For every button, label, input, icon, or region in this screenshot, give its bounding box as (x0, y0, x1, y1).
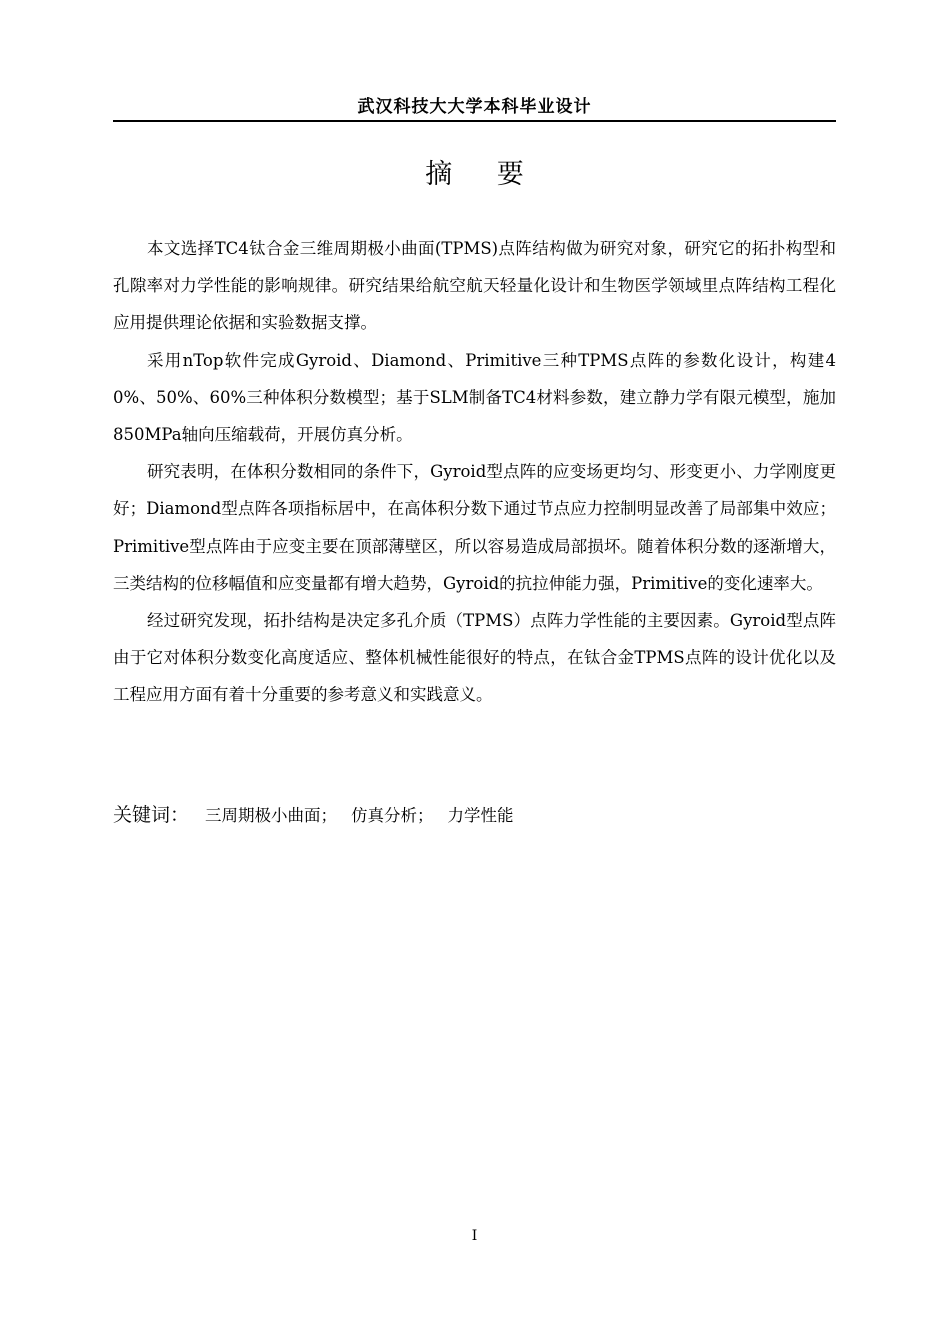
abstract-paragraph-2: 采用nTop软件完成Gyroid、Diamond、Primitive三种TPMS点阵的参数化设计，构建40%、50%、60%三种体积分数模型；基于SLM制备TC4材料参数，建立静力学有限元模型，施加850MPa轴向压缩载荷，开展仿真分析。 (113, 350, 836, 445)
keyword-item: 三周期极小曲面 (205, 806, 321, 825)
abstract-paragraph-1: 本文选择TC4钛合金三维周期极小曲面(TPMS)点阵结构做为研究对象，研究它的拓扑构型和孔隙率对力学性能的影响规律。研究结果给航空航天轻量化设计和生物医学领域里点阵结构工程化应用提供理论依据和实验数据支撑。 (113, 239, 836, 333)
abstract-paragraph-3: 研究表明，在体积分数相同的条件下，Gyroid型点阵的应变场更均匀、形变更小、力学刚度更好；Diamond型点阵各项指标居中，在高体积分数下通过节点应力控制明显改善了局部集中效应；Primitive型点阵由于应变主要在顶部薄壁区，所以容易造成局部损坏。随着体积分数的逐渐增大，三类结构的位移幅值和应变量都有增大趋势，Gyroid的抗拉伸能力强，Primitive的变化速率大。 (113, 462, 836, 593)
keywords-line (113, 798, 836, 833)
abstract-body (113, 230, 836, 714)
keyword-item: 仿真分析 (351, 806, 418, 825)
running-header: 武汉科技大大学本科毕业设计 (357, 97, 592, 117)
keyword-separator: ； (417, 806, 434, 825)
header-rule (113, 120, 836, 122)
abstract-paragraph-4: 经过研究发现，拓扑结构是决定多孔介质（TPMS）点阵力学性能的主要因素。Gyroid型点阵由于它对体积分数变化高度适应、整体机械性能很好的特点，在钛合金TPMS点阵的设计优化以及工程应用方面有着十分重要的参考意义和实践意义。 (113, 611, 836, 705)
keywords-label: 关键词： (113, 804, 190, 826)
abstract-title: 摘 要 (425, 159, 542, 190)
keyword-item: 力学性能 (447, 806, 514, 825)
keyword-separator: ； (320, 806, 338, 825)
page-number: I (471, 1228, 478, 1244)
